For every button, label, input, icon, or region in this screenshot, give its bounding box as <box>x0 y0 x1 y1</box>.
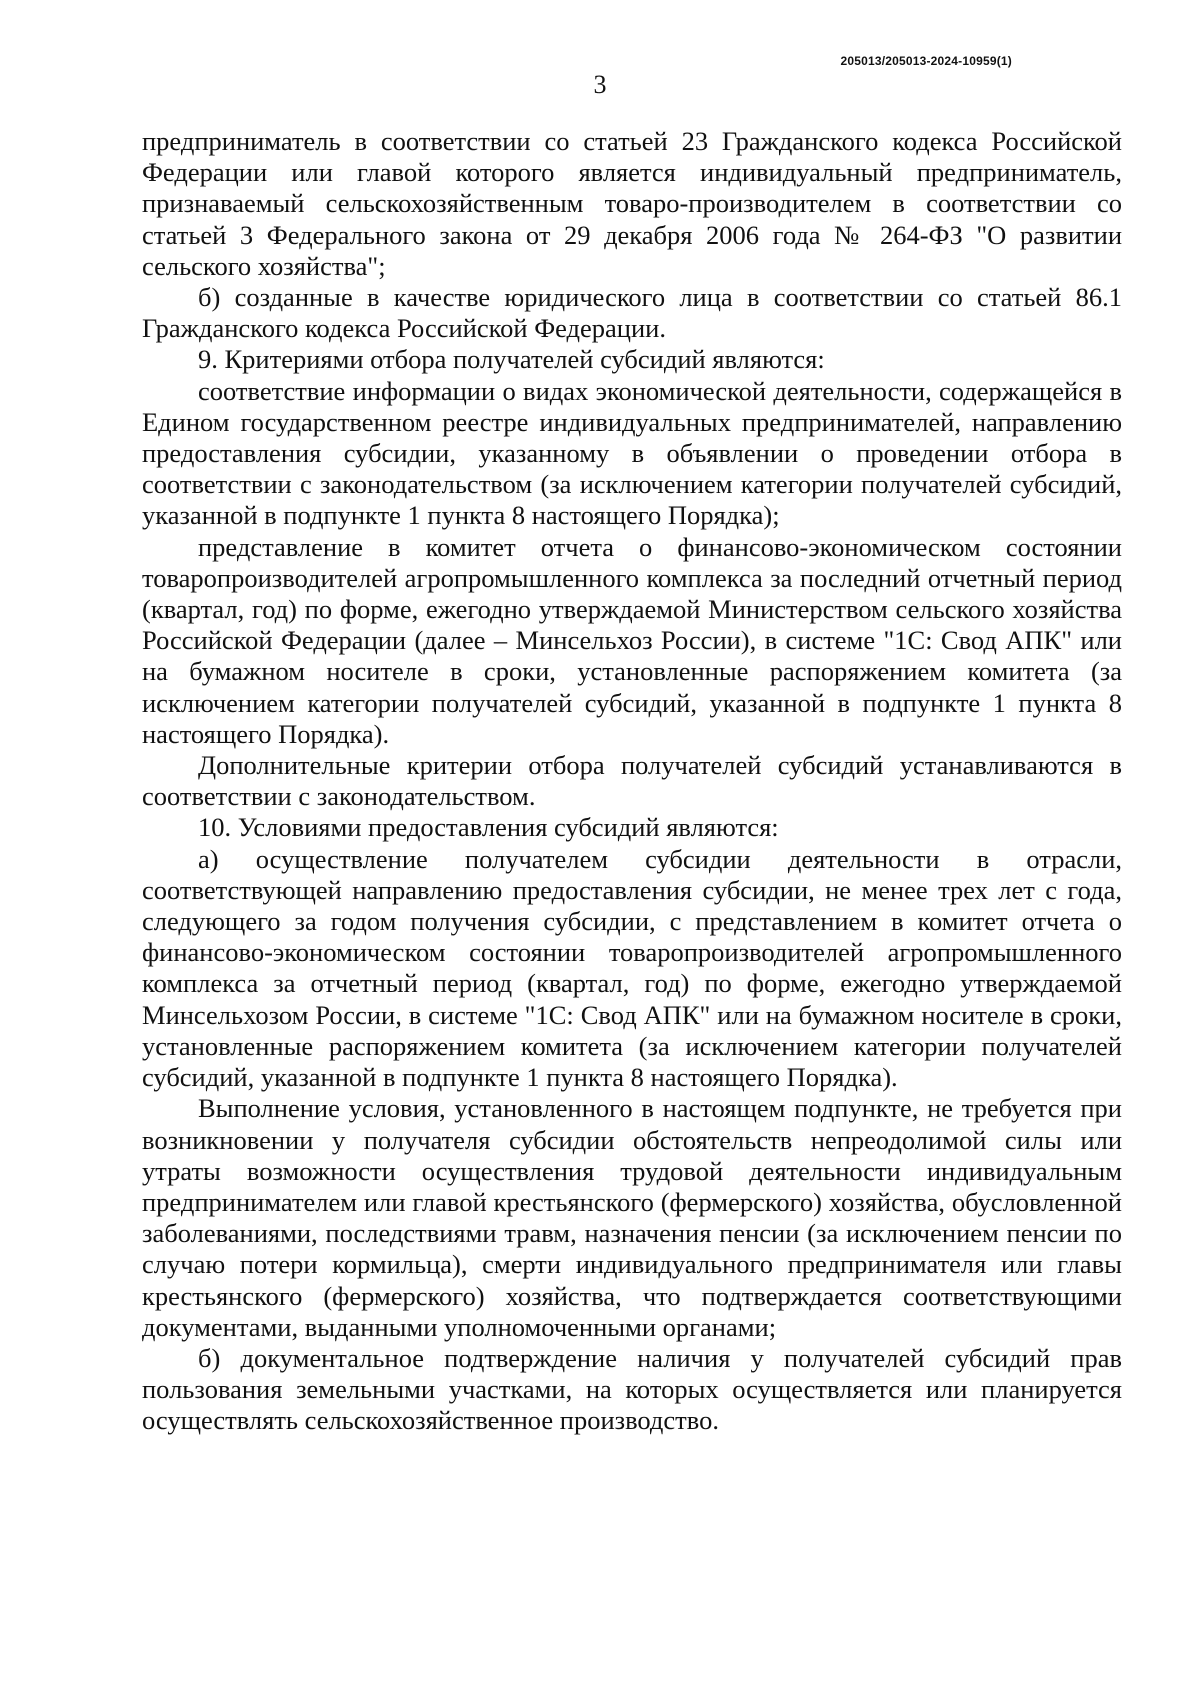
document-registration-number: 205013/205013-2024-10959(1) <box>840 54 1012 68</box>
paragraph: Выполнение условия, установленного в настоящем подпункте, не требуется при возникновении у получателя субсидии обстоятельств непреодолимой силы или утраты возможности осуществления трудовой деятельности индивидуальным предпринимателем или главой крестьянского (фермерского) хозяйства, обусловленной заболеваниями, последствиями травм, назначения пенсии (за исключением пенсии по случаю потери кормильца), смерти индивидуального предпринимателя или главы крестьянского (фермерского) хозяйства, что подтверждается соответствующими документами, выданными уполномоченными органами; <box>142 1093 1122 1342</box>
paragraph: б) документальное подтверждение наличия у получателей субсидий прав пользования земельными участками, на которых осуществляется или планируется осуществлять сельскохозяйственное производство. <box>142 1342 1122 1436</box>
page-number: 3 <box>593 70 607 99</box>
paragraph: а) осуществление получателем субсидии деятельности в отрасли, соответствующей направлению предоставления субсидии, не менее трех лет с года, следующего за годом получения субсидии, с представлением в комитет отчета о финансово-экономическом состоянии товаропроизводителей агропромышленного комплекса за отчетный период (квартал, год) по форме, ежегодно утверждаемой Минсельхозом России, в системе "1С: Свод АПК" или на бумажном носителе в сроки, установленные распоряжением комитета (за исключением категории получателей субсидий, указанной в подпункте 1 пункта 8 настоящего Порядка). <box>142 843 1122 1093</box>
paragraph: Дополнительные критерии отбора получателей субсидий устанавливаются в соответствии с законодательством. <box>142 750 1122 812</box>
paragraph: представление в комитет отчета о финансово-экономическом состоянии товаропроизводителей агропромышленного комплекса за последний отчетный период (квартал, год) по форме, ежегодно утверждаемой Министерством сельского хозяйства Российской Федерации (далее – Минсельхоз России), в системе "1С: Свод АПК" или на бумажном носителе в сроки, установленные распоряжением комитета (за исключением категории получателей субсидий, указанной в подпункте 1 пункта 8 настоящего Порядка). <box>142 531 1122 749</box>
paragraph: предприниматель в соответствии со статьей 23 Гражданского кодекса Российской Федерации или главой которого является индивидуальный предприниматель, признаваемый сельскохозяйственным товаро-производителем в соответствии со статьей 3 Федерального закона от 29 декабря 2006 года № 264-ФЗ "О развитии сельского хозяйства"; <box>142 126 1122 281</box>
document-body <box>142 126 1122 1437</box>
paragraph: 9. Критериями отбора получателей субсидий являются: <box>198 344 825 375</box>
paragraph: соответствие информации о видах экономической деятельности, содержащейся в Едином государственном реестре индивидуальных предпринимателей, направлению предоставления субсидии, указанному в объявлении о проведении отбора в соответствии с законодательством (за исключением категории получателей субсидий, указанной в подпункте 1 пункта 8 настоящего Порядка); <box>142 375 1122 531</box>
paragraph: 10. Условиями предоставления субсидий являются: <box>198 812 779 843</box>
paragraph: б) созданные в качестве юридического лица в соответствии со статьей 86.1 Гражданского кодекса Российской Федерации. <box>142 282 1122 344</box>
